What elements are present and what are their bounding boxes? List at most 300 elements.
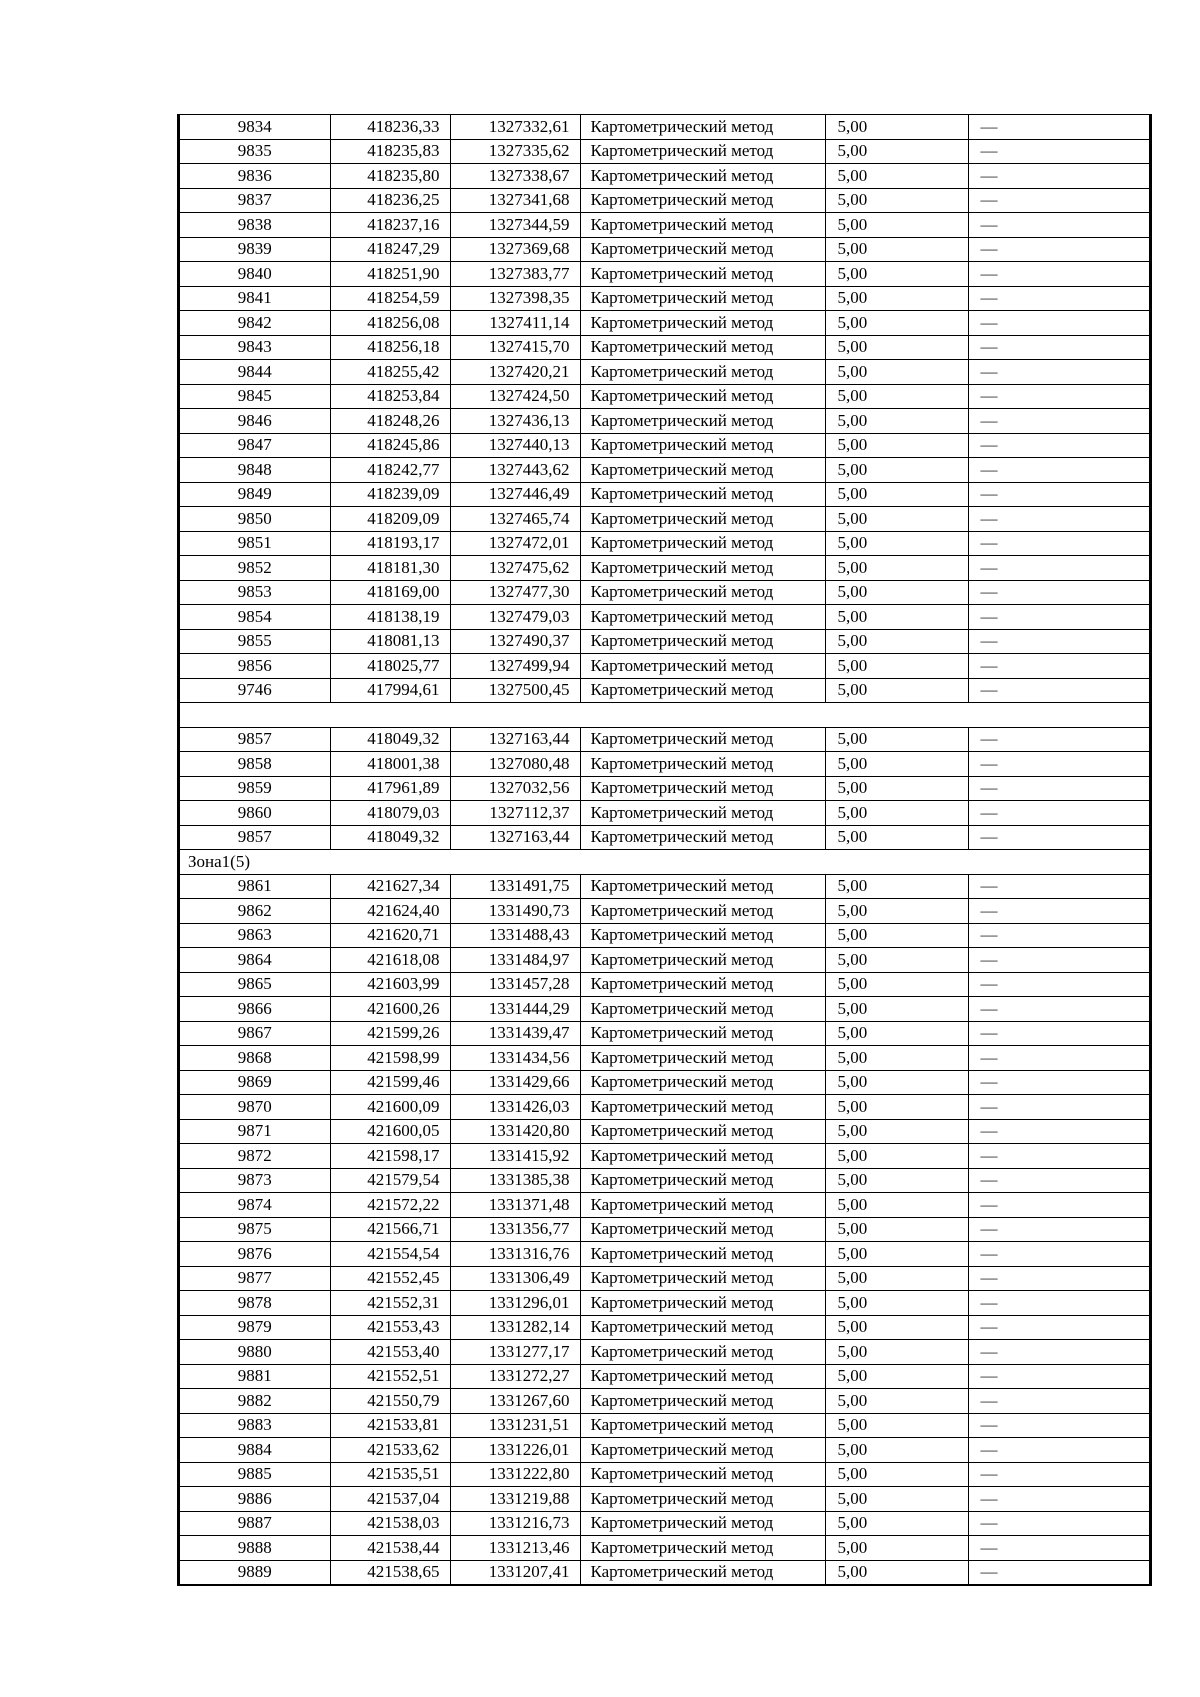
x-coordinate-cell: 421598,17 — [330, 1144, 450, 1169]
table-row — [180, 335, 1149, 360]
x-coordinate-cell: 421550,79 — [330, 1389, 450, 1414]
x-coordinate-cell: 418245,86 — [330, 433, 450, 458]
x-coordinate-cell: 421552,31 — [330, 1291, 450, 1316]
description-cell: — — [968, 1291, 1149, 1316]
y-coordinate-cell: 1331216,73 — [450, 1511, 580, 1536]
error-cell: 5,00 — [825, 1021, 968, 1046]
point-number-cell: 9840 — [180, 262, 330, 287]
table-row — [180, 605, 1149, 630]
method-cell: Картометрический метод — [580, 972, 825, 997]
y-coordinate-cell: 1327335,62 — [450, 139, 580, 164]
error-cell: 5,00 — [825, 1364, 968, 1389]
point-number-cell: 9878 — [180, 1291, 330, 1316]
x-coordinate-cell: 421598,99 — [330, 1046, 450, 1071]
description-cell: — — [968, 1242, 1149, 1267]
y-coordinate-cell: 1331439,47 — [450, 1021, 580, 1046]
coordinates-table-body — [180, 115, 1149, 1584]
x-coordinate-cell: 421553,43 — [330, 1315, 450, 1340]
method-cell: Картометрический метод — [580, 752, 825, 777]
method-cell: Картометрический метод — [580, 1340, 825, 1365]
y-coordinate-cell: 1331272,27 — [450, 1364, 580, 1389]
description-cell: — — [968, 311, 1149, 336]
point-number-cell: 9836 — [180, 164, 330, 189]
error-cell: 5,00 — [825, 1487, 968, 1512]
method-cell: Картометрический метод — [580, 629, 825, 654]
method-cell: Картометрический метод — [580, 1364, 825, 1389]
error-cell: 5,00 — [825, 335, 968, 360]
table-row — [180, 433, 1149, 458]
description-cell: — — [968, 556, 1149, 581]
y-coordinate-cell: 1331226,01 — [450, 1438, 580, 1463]
y-coordinate-cell: 1327465,74 — [450, 507, 580, 532]
y-coordinate-cell: 1331385,38 — [450, 1168, 580, 1193]
y-coordinate-cell: 1327443,62 — [450, 458, 580, 483]
method-cell: Картометрический метод — [580, 1413, 825, 1438]
table-row — [180, 360, 1149, 385]
description-cell: — — [968, 262, 1149, 287]
description-cell: — — [968, 409, 1149, 434]
method-cell: Картометрический метод — [580, 458, 825, 483]
y-coordinate-cell: 1331491,75 — [450, 874, 580, 899]
method-cell: Картометрический метод — [580, 580, 825, 605]
point-number-cell: 9871 — [180, 1119, 330, 1144]
error-cell: 5,00 — [825, 164, 968, 189]
method-cell: Картометрический метод — [580, 605, 825, 630]
table-row — [180, 1536, 1149, 1561]
table-row — [180, 801, 1149, 826]
table-row — [180, 556, 1149, 581]
method-cell: Картометрический метод — [580, 286, 825, 311]
error-cell: 5,00 — [825, 580, 968, 605]
error-cell: 5,00 — [825, 776, 968, 801]
point-number-cell: 9870 — [180, 1095, 330, 1120]
error-cell: 5,00 — [825, 409, 968, 434]
method-cell: Картометрический метод — [580, 237, 825, 262]
description-cell: — — [968, 115, 1149, 139]
point-number-cell: 9879 — [180, 1315, 330, 1340]
method-cell: Картометрический метод — [580, 213, 825, 238]
method-cell: Картометрический метод — [580, 1119, 825, 1144]
point-number-cell: 9886 — [180, 1487, 330, 1512]
error-cell: 5,00 — [825, 997, 968, 1022]
description-cell: — — [968, 1266, 1149, 1291]
x-coordinate-cell: 417994,61 — [330, 678, 450, 703]
y-coordinate-cell: 1331219,88 — [450, 1487, 580, 1512]
error-cell: 5,00 — [825, 1095, 968, 1120]
y-coordinate-cell: 1327080,48 — [450, 752, 580, 777]
y-coordinate-cell: 1331490,73 — [450, 899, 580, 924]
x-coordinate-cell: 418248,26 — [330, 409, 450, 434]
table-row — [180, 1438, 1149, 1463]
description-cell: — — [968, 213, 1149, 238]
point-number-cell: 9865 — [180, 972, 330, 997]
method-cell: Картометрический метод — [580, 139, 825, 164]
point-number-cell: 9845 — [180, 384, 330, 409]
description-cell: — — [968, 948, 1149, 973]
x-coordinate-cell: 418251,90 — [330, 262, 450, 287]
y-coordinate-cell: 1331306,49 — [450, 1266, 580, 1291]
x-coordinate-cell: 418001,38 — [330, 752, 450, 777]
description-cell: — — [968, 531, 1149, 556]
description-cell: — — [968, 507, 1149, 532]
y-coordinate-cell: 1331457,28 — [450, 972, 580, 997]
point-number-cell: 9875 — [180, 1217, 330, 1242]
table-row — [180, 1217, 1149, 1242]
method-cell: Картометрический метод — [580, 1168, 825, 1193]
table-row — [180, 531, 1149, 556]
coordinates-table-frame — [177, 114, 1152, 1586]
method-cell: Картометрический метод — [580, 115, 825, 139]
y-coordinate-cell: 1331420,80 — [450, 1119, 580, 1144]
error-cell: 5,00 — [825, 311, 968, 336]
error-cell: 5,00 — [825, 507, 968, 532]
error-cell: 5,00 — [825, 1217, 968, 1242]
y-coordinate-cell: 1331231,51 — [450, 1413, 580, 1438]
y-coordinate-cell: 1327420,21 — [450, 360, 580, 385]
y-coordinate-cell: 1331213,46 — [450, 1536, 580, 1561]
method-cell: Картометрический метод — [580, 1070, 825, 1095]
table-row — [180, 1193, 1149, 1218]
table-row — [180, 507, 1149, 532]
y-coordinate-cell: 1327479,03 — [450, 605, 580, 630]
error-cell: 5,00 — [825, 1046, 968, 1071]
table-row — [180, 1389, 1149, 1414]
x-coordinate-cell: 418236,33 — [330, 115, 450, 139]
x-coordinate-cell: 421624,40 — [330, 899, 450, 924]
point-number-cell: 9874 — [180, 1193, 330, 1218]
table-row — [180, 727, 1149, 752]
point-number-cell: 9861 — [180, 874, 330, 899]
error-cell: 5,00 — [825, 237, 968, 262]
description-cell: — — [968, 629, 1149, 654]
error-cell: 5,00 — [825, 1193, 968, 1218]
table-row — [180, 752, 1149, 777]
description-cell: — — [968, 1438, 1149, 1463]
table-row — [180, 188, 1149, 213]
description-cell: — — [968, 923, 1149, 948]
y-coordinate-cell: 1331356,77 — [450, 1217, 580, 1242]
error-cell: 5,00 — [825, 1242, 968, 1267]
error-cell: 5,00 — [825, 360, 968, 385]
error-cell: 5,00 — [825, 139, 968, 164]
method-cell: Картометрический метод — [580, 899, 825, 924]
error-cell: 5,00 — [825, 972, 968, 997]
y-coordinate-cell: 1331277,17 — [450, 1340, 580, 1365]
error-cell: 5,00 — [825, 188, 968, 213]
y-coordinate-cell: 1327415,70 — [450, 335, 580, 360]
method-cell: Картометрический метод — [580, 776, 825, 801]
y-coordinate-cell: 1327436,13 — [450, 409, 580, 434]
point-number-cell: 9851 — [180, 531, 330, 556]
table-row — [180, 580, 1149, 605]
x-coordinate-cell: 421600,09 — [330, 1095, 450, 1120]
error-cell: 5,00 — [825, 1413, 968, 1438]
x-coordinate-cell: 418079,03 — [330, 801, 450, 826]
table-row — [180, 972, 1149, 997]
method-cell: Картометрический метод — [580, 262, 825, 287]
table-row — [180, 458, 1149, 483]
description-cell: — — [968, 1340, 1149, 1365]
description-cell: — — [968, 1168, 1149, 1193]
point-number-cell: 9839 — [180, 237, 330, 262]
y-coordinate-cell: 1331267,60 — [450, 1389, 580, 1414]
description-cell: — — [968, 1217, 1149, 1242]
error-cell: 5,00 — [825, 1119, 968, 1144]
point-number-cell: 9854 — [180, 605, 330, 630]
error-cell: 5,00 — [825, 213, 968, 238]
method-cell: Картометрический метод — [580, 1021, 825, 1046]
table-row — [180, 825, 1149, 850]
x-coordinate-cell: 418193,17 — [330, 531, 450, 556]
description-cell: — — [968, 1487, 1149, 1512]
point-number-cell: 9852 — [180, 556, 330, 581]
error-cell: 5,00 — [825, 678, 968, 703]
description-cell: — — [968, 433, 1149, 458]
error-cell: 5,00 — [825, 605, 968, 630]
method-cell: Картометрический метод — [580, 948, 825, 973]
error-cell: 5,00 — [825, 1070, 968, 1095]
point-number-cell: 9885 — [180, 1462, 330, 1487]
x-coordinate-cell: 421572,22 — [330, 1193, 450, 1218]
description-cell: — — [968, 1046, 1149, 1071]
y-coordinate-cell: 1327163,44 — [450, 825, 580, 850]
y-coordinate-cell: 1327398,35 — [450, 286, 580, 311]
y-coordinate-cell: 1327344,59 — [450, 213, 580, 238]
y-coordinate-cell: 1327341,68 — [450, 188, 580, 213]
description-cell: — — [968, 825, 1149, 850]
error-cell: 5,00 — [825, 433, 968, 458]
point-number-cell: 9888 — [180, 1536, 330, 1561]
y-coordinate-cell: 1331444,29 — [450, 997, 580, 1022]
table-row — [180, 286, 1149, 311]
x-coordinate-cell: 421620,71 — [330, 923, 450, 948]
description-cell: — — [968, 360, 1149, 385]
x-coordinate-cell: 418256,18 — [330, 335, 450, 360]
point-number-cell: 9847 — [180, 433, 330, 458]
description-cell: — — [968, 1119, 1149, 1144]
x-coordinate-cell: 418049,32 — [330, 727, 450, 752]
error-cell: 5,00 — [825, 1560, 968, 1584]
point-number-cell: 9834 — [180, 115, 330, 139]
error-cell: 5,00 — [825, 948, 968, 973]
method-cell: Картометрический метод — [580, 1242, 825, 1267]
description-cell: — — [968, 1095, 1149, 1120]
method-cell: Картометрический метод — [580, 1536, 825, 1561]
error-cell: 5,00 — [825, 1168, 968, 1193]
table-row — [180, 654, 1149, 679]
error-cell: 5,00 — [825, 727, 968, 752]
y-coordinate-cell: 1331296,01 — [450, 1291, 580, 1316]
table-row — [180, 262, 1149, 287]
y-coordinate-cell: 1331429,66 — [450, 1070, 580, 1095]
table-row — [180, 311, 1149, 336]
point-number-cell: 9853 — [180, 580, 330, 605]
y-coordinate-cell: 1327477,30 — [450, 580, 580, 605]
method-cell: Картометрический метод — [580, 1266, 825, 1291]
y-coordinate-cell: 1327338,67 — [450, 164, 580, 189]
x-coordinate-cell: 421533,62 — [330, 1438, 450, 1463]
point-number-cell: 9850 — [180, 507, 330, 532]
error-cell: 5,00 — [825, 899, 968, 924]
x-coordinate-cell: 421603,99 — [330, 972, 450, 997]
table-row — [180, 1511, 1149, 1536]
table-row — [180, 1315, 1149, 1340]
method-cell: Картометрический метод — [580, 188, 825, 213]
y-coordinate-cell: 1331222,80 — [450, 1462, 580, 1487]
table-row — [180, 213, 1149, 238]
point-number-cell: 9835 — [180, 139, 330, 164]
y-coordinate-cell: 1327383,77 — [450, 262, 580, 287]
point-number-cell: 9862 — [180, 899, 330, 924]
error-cell: 5,00 — [825, 1340, 968, 1365]
point-number-cell: 9869 — [180, 1070, 330, 1095]
x-coordinate-cell: 421533,81 — [330, 1413, 450, 1438]
description-cell: — — [968, 654, 1149, 679]
method-cell: Картометрический метод — [580, 1487, 825, 1512]
point-number-cell: 9884 — [180, 1438, 330, 1463]
error-cell: 5,00 — [825, 1144, 968, 1169]
y-coordinate-cell: 1327490,37 — [450, 629, 580, 654]
description-cell: — — [968, 1021, 1149, 1046]
point-number-cell: 9849 — [180, 482, 330, 507]
description-cell: — — [968, 1315, 1149, 1340]
description-cell: — — [968, 801, 1149, 826]
table-row — [180, 115, 1149, 139]
method-cell: Картометрический метод — [580, 654, 825, 679]
description-cell: — — [968, 874, 1149, 899]
x-coordinate-cell: 421538,44 — [330, 1536, 450, 1561]
y-coordinate-cell: 1327499,94 — [450, 654, 580, 679]
description-cell: — — [968, 1389, 1149, 1414]
point-number-cell: 9857 — [180, 727, 330, 752]
table-row — [180, 1487, 1149, 1512]
description-cell: — — [968, 164, 1149, 189]
error-cell: 5,00 — [825, 1511, 968, 1536]
table-row — [180, 384, 1149, 409]
table-row — [180, 1021, 1149, 1046]
description-cell: — — [968, 1413, 1149, 1438]
x-coordinate-cell: 418081,13 — [330, 629, 450, 654]
description-cell: — — [968, 752, 1149, 777]
y-coordinate-cell: 1327332,61 — [450, 115, 580, 139]
y-coordinate-cell: 1327411,14 — [450, 311, 580, 336]
y-coordinate-cell: 1327440,13 — [450, 433, 580, 458]
x-coordinate-cell: 418025,77 — [330, 654, 450, 679]
error-cell: 5,00 — [825, 482, 968, 507]
point-number-cell: 9883 — [180, 1413, 330, 1438]
x-coordinate-cell: 421554,54 — [330, 1242, 450, 1267]
x-coordinate-cell: 418253,84 — [330, 384, 450, 409]
y-coordinate-cell: 1327424,50 — [450, 384, 580, 409]
x-coordinate-cell: 418235,80 — [330, 164, 450, 189]
table-row — [180, 482, 1149, 507]
description-cell: — — [968, 1193, 1149, 1218]
x-coordinate-cell: 421538,65 — [330, 1560, 450, 1584]
description-cell: — — [968, 1536, 1149, 1561]
method-cell: Картометрический метод — [580, 1560, 825, 1584]
method-cell: Картометрический метод — [580, 384, 825, 409]
point-number-cell: 9837 — [180, 188, 330, 213]
point-number-cell: 9880 — [180, 1340, 330, 1365]
method-cell: Картометрический метод — [580, 1217, 825, 1242]
point-number-cell: 9872 — [180, 1144, 330, 1169]
y-coordinate-cell: 1331371,48 — [450, 1193, 580, 1218]
zone-header-row — [180, 850, 1149, 875]
table-row — [180, 1144, 1149, 1169]
point-number-cell: 9877 — [180, 1266, 330, 1291]
method-cell: Картометрический метод — [580, 1511, 825, 1536]
method-cell: Картометрический метод — [580, 360, 825, 385]
error-cell: 5,00 — [825, 384, 968, 409]
zone-label: Зона1(5) — [180, 850, 1149, 875]
error-cell: 5,00 — [825, 1266, 968, 1291]
x-coordinate-cell: 421599,46 — [330, 1070, 450, 1095]
x-coordinate-cell: 418049,32 — [330, 825, 450, 850]
method-cell: Картометрический метод — [580, 164, 825, 189]
error-cell: 5,00 — [825, 286, 968, 311]
table-row — [180, 776, 1149, 801]
x-coordinate-cell: 421552,45 — [330, 1266, 450, 1291]
table-row — [180, 1291, 1149, 1316]
x-coordinate-cell: 421537,04 — [330, 1487, 450, 1512]
description-cell: — — [968, 997, 1149, 1022]
error-cell: 5,00 — [825, 262, 968, 287]
description-cell: — — [968, 458, 1149, 483]
table-row — [180, 923, 1149, 948]
error-cell: 5,00 — [825, 1462, 968, 1487]
x-coordinate-cell: 418237,16 — [330, 213, 450, 238]
method-cell: Картометрический метод — [580, 433, 825, 458]
description-cell: — — [968, 139, 1149, 164]
x-coordinate-cell: 418138,19 — [330, 605, 450, 630]
error-cell: 5,00 — [825, 752, 968, 777]
y-coordinate-cell: 1331316,76 — [450, 1242, 580, 1267]
table-row — [180, 1364, 1149, 1389]
table-row — [180, 409, 1149, 434]
point-number-cell: 9857 — [180, 825, 330, 850]
y-coordinate-cell: 1327446,49 — [450, 482, 580, 507]
x-coordinate-cell: 418235,83 — [330, 139, 450, 164]
point-number-cell: 9863 — [180, 923, 330, 948]
x-coordinate-cell: 417961,89 — [330, 776, 450, 801]
method-cell: Картометрический метод — [580, 1315, 825, 1340]
y-coordinate-cell: 1331207,41 — [450, 1560, 580, 1584]
method-cell: Картометрический метод — [580, 923, 825, 948]
x-coordinate-cell: 418239,09 — [330, 482, 450, 507]
description-cell: — — [968, 776, 1149, 801]
coordinates-table — [180, 115, 1149, 1584]
y-coordinate-cell: 1327369,68 — [450, 237, 580, 262]
error-cell: 5,00 — [825, 1389, 968, 1414]
x-coordinate-cell: 418247,29 — [330, 237, 450, 262]
point-number-cell: 9859 — [180, 776, 330, 801]
table-row — [180, 629, 1149, 654]
x-coordinate-cell: 421599,26 — [330, 1021, 450, 1046]
x-coordinate-cell: 421552,51 — [330, 1364, 450, 1389]
error-cell: 5,00 — [825, 825, 968, 850]
method-cell: Картометрический метод — [580, 1144, 825, 1169]
x-coordinate-cell: 421600,26 — [330, 997, 450, 1022]
description-cell: — — [968, 1462, 1149, 1487]
x-coordinate-cell: 421538,03 — [330, 1511, 450, 1536]
point-number-cell: 9864 — [180, 948, 330, 973]
y-coordinate-cell: 1331426,03 — [450, 1095, 580, 1120]
method-cell: Картометрический метод — [580, 825, 825, 850]
point-number-cell: 9866 — [180, 997, 330, 1022]
y-coordinate-cell: 1331415,92 — [450, 1144, 580, 1169]
x-coordinate-cell: 418242,77 — [330, 458, 450, 483]
x-coordinate-cell: 421600,05 — [330, 1119, 450, 1144]
